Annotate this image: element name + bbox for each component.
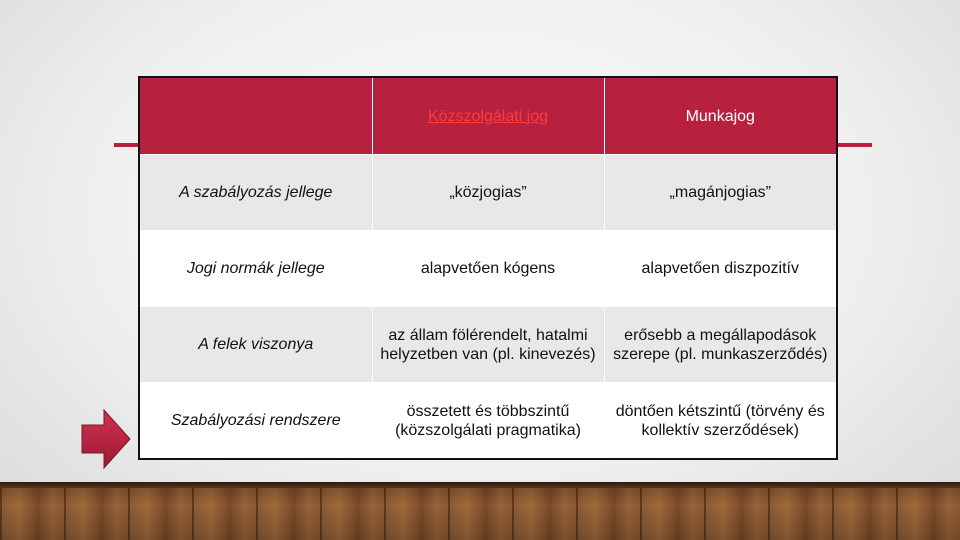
header-kozszolgalati-jog[interactable] <box>372 77 604 155</box>
table-header-row <box>139 77 837 155</box>
header-empty-cell <box>139 77 372 155</box>
accent-line-left <box>114 143 138 147</box>
row-label: Szabályozási rendszere <box>139 383 372 460</box>
wood-floor <box>0 482 960 540</box>
right-arrow-icon <box>80 408 132 470</box>
table-row <box>139 231 837 307</box>
row-label: A szabályozás jellege <box>139 155 372 231</box>
header-munkajog: Munkajog <box>604 77 837 155</box>
row-label: Jogi normák jellege <box>139 231 372 307</box>
table-cell: összetett és többszintű (közszolgálati pragmatika) <box>372 383 604 460</box>
table-cell: „magánjogias” <box>604 155 837 231</box>
table-cell: döntően kétszintű (törvény és kollektív szerződések) <box>604 383 837 460</box>
comparison-table <box>138 76 838 460</box>
row-label: A felek viszonya <box>139 307 372 383</box>
header-link-kozszolgalati-jog[interactable]: Közszolgálati jog <box>427 107 549 125</box>
table-cell: alapvetően kógens <box>372 231 604 307</box>
table-cell: az állam fölérendelt, hatalmi helyzetben van (pl. kinevezés) <box>372 307 604 383</box>
accent-line-right <box>836 143 872 147</box>
table-cell: alapvetően diszpozitív <box>604 231 837 307</box>
table-row <box>139 155 837 231</box>
table-cell: „közjogias” <box>372 155 604 231</box>
table-row <box>139 383 837 460</box>
table-row <box>139 307 837 383</box>
table-cell: erősebb a megállapodások szerepe (pl. munkaszerződés) <box>604 307 837 383</box>
